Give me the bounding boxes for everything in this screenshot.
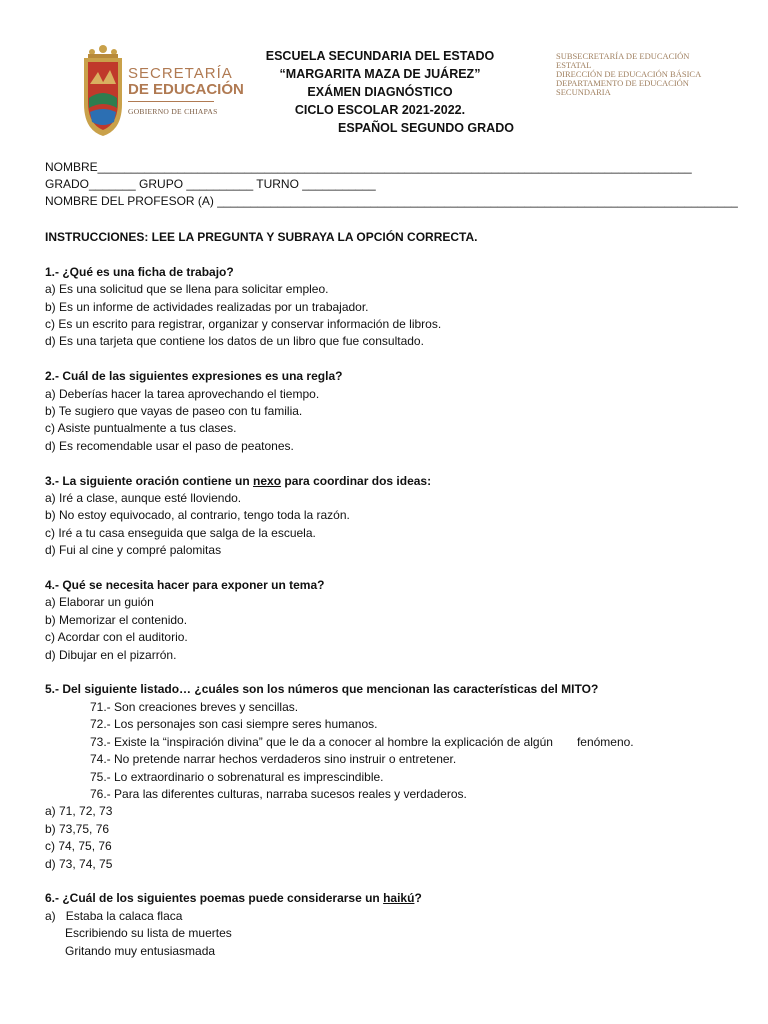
option[interactable]: d) Fui al cine y compré palomitas (45, 543, 222, 558)
question-3-keyword: nexo (253, 473, 282, 488)
department-line: DIRECCIÓN DE EDUCACIÓN BÁSICA (556, 69, 702, 79)
list-item (45, 734, 735, 751)
option[interactable]: a) Iré a clase, aunque esté lloviendo. (45, 491, 242, 506)
exam-title: EXÁMEN DIAGNÓSTICO (307, 85, 453, 99)
option[interactable]: c) Es un escrito para registrar, organizar y conservar información de libros. (45, 317, 442, 332)
teacher-name-field[interactable]: NOMBRE DEL PROFESOR (A) ______________________________________________________________________________ (45, 194, 738, 208)
question-6-keyword: haikú (383, 891, 415, 906)
list-item: 76.- Para las diferentes culturas, narraba sucesos reales y verdaderos. (90, 786, 467, 801)
department-line: SUBSECRETARÍA DE EDUCACIÓN (556, 51, 690, 61)
option[interactable]: b) 73,75, 76 (45, 821, 110, 836)
question-4: 4.- Qué se necesita hacer para exponer un tema? (45, 578, 325, 593)
logo-divider (128, 101, 214, 102)
question-3 (45, 473, 735, 490)
option[interactable] (45, 908, 735, 925)
poem-line: Escribiendo su lista de muertes (65, 926, 232, 941)
question-6-pre: 6.- ¿Cuál de los siguientes poemas puede considerarse un (45, 891, 384, 906)
question-6 (45, 890, 735, 907)
list-item: 75.- Lo extraordinario o sobrenatural es imprescindible. (90, 769, 384, 784)
subject-line: ESPAÑOL SEGUNDO GRADO (338, 121, 514, 135)
logo-line-1: SECRETARÍA (128, 65, 233, 82)
grade-group-shift-field[interactable]: GRADO_______ GRUPO __________ TURNO ___________ (45, 177, 376, 191)
school-name-line: “MARGARITA MAZA DE JUÁREZ” (279, 67, 481, 81)
option[interactable]: c) Iré a tu casa enseguida que salga de la escuela. (45, 525, 316, 540)
option[interactable]: a) Es una solicitud que se llena para solicitar empleo. (45, 282, 329, 297)
question-2: 2.- Cuál de las siguientes expresiones es una regla? (45, 369, 343, 384)
logo-line-3: GOBIERNO DE CHIAPAS (128, 107, 218, 116)
option[interactable]: d) 73, 74, 75 (45, 856, 113, 871)
secretaria-logo-text (128, 66, 244, 116)
question-5: 5.- Del siguiente listado… ¿cuáles son los números que mencionan las características del MITO? (45, 682, 599, 697)
school-cycle: CICLO ESCOLAR 2021-2022. (294, 103, 466, 117)
list-item-tail: fenómeno. (576, 734, 634, 749)
department-header (556, 52, 716, 97)
option[interactable]: a) 71, 72, 73 (45, 804, 113, 819)
option[interactable]: d) Es una tarjeta que contiene los datos de un libro que fue consultado. (45, 334, 424, 349)
name-field[interactable]: NOMBRE_________________________________________________________________________________________ (45, 160, 692, 174)
question-3-pre: 3.- La siguiente oración contiene un (45, 473, 254, 488)
question-6-post: ? (414, 891, 422, 906)
option[interactable]: a) Elaborar un guión (45, 595, 154, 610)
option[interactable]: d) Dibujar en el pizarrón. (45, 647, 177, 662)
option-label: a) (45, 908, 56, 923)
list-item-text: 73.- Existe la “inspiración divina” que le da a conocer al hombre la explicación de algún (90, 734, 553, 749)
department-line: SECUNDARIA (556, 87, 611, 97)
list-item: 72.- Los personajes son casi siempre seres humanos. (90, 717, 378, 732)
instructions: INSTRUCCIONES: LEE LA PREGUNTA Y SUBRAYA LA OPCIÓN CORRECTA. (45, 230, 478, 244)
student-info-form (45, 159, 738, 210)
department-line: ESTATAL (556, 60, 592, 70)
option[interactable]: c) Acordar con el auditorio. (45, 630, 188, 645)
department-line: DEPARTAMENTO DE EDUCACIÓN (556, 78, 689, 88)
option[interactable]: c) Asiste puntualmente a tus clases. (45, 421, 237, 436)
option[interactable]: b) Es un informe de actividades realizadas por un trabajador. (45, 299, 369, 314)
crest-icon (80, 44, 126, 138)
poem-line: Estaba la calaca flaca (65, 908, 183, 923)
school-line: ESCUELA SECUNDARIA DEL ESTADO (265, 49, 495, 63)
exam-content (45, 229, 735, 960)
exam-header (240, 47, 520, 137)
logo-line-2: DE EDUCACIÓN (128, 81, 244, 98)
option[interactable]: b) No estoy equivocado, al contrario, tengo toda la razón. (45, 508, 350, 523)
option[interactable]: b) Memorizar el contenido. (45, 612, 188, 627)
question-1: 1.- ¿Qué es una ficha de trabajo? (45, 264, 234, 279)
list-item: 74.- No pretende narrar hechos verdaderos sino instruir o entretener. (90, 752, 457, 767)
option[interactable]: c) 74, 75, 76 (45, 839, 112, 854)
option[interactable]: d) Es recomendable usar el paso de peatones. (45, 438, 294, 453)
list-item: 71.- Son creaciones breves y sencillas. (90, 699, 299, 714)
option[interactable]: a) Deberías hacer la tarea aprovechando el tiempo. (45, 386, 320, 401)
poem-line: Gritando muy entusiasmada (65, 943, 216, 958)
option[interactable]: b) Te sugiero que vayas de paseo con tu familia. (45, 404, 303, 419)
question-3-post: para coordinar dos ideas: (281, 473, 432, 488)
